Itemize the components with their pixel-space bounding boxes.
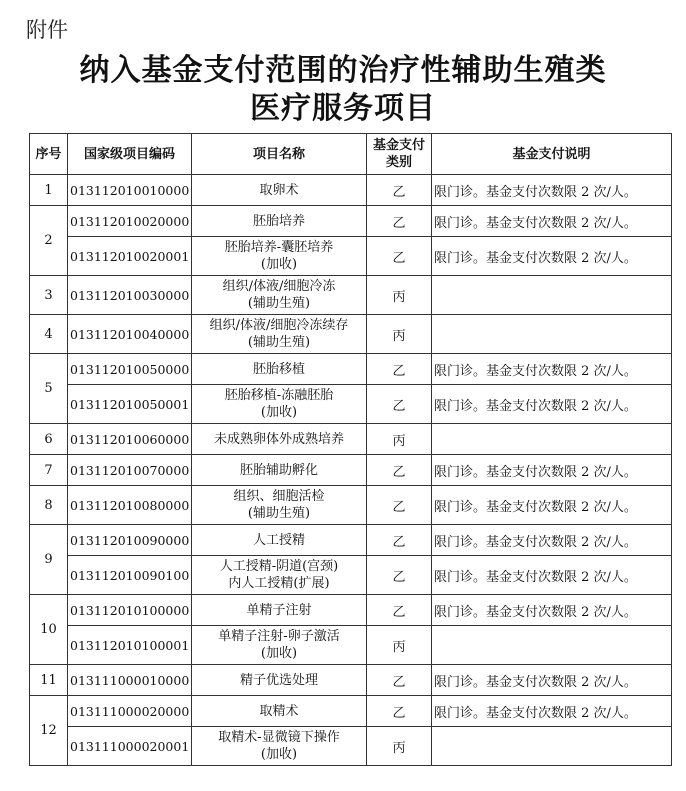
- header-category: 基金支付类别: [367, 134, 432, 175]
- cell-name: [192, 665, 367, 696]
- cell-seq: 3: [30, 276, 68, 315]
- cell-note: 限门诊。基金支付次数限 2 次/人。: [432, 556, 672, 595]
- table-row: [30, 276, 672, 315]
- cell-note: [432, 424, 672, 455]
- cell-note: 限门诊。基金支付次数限 2 次/人。: [432, 455, 672, 486]
- cell-seq: 11: [30, 665, 68, 696]
- table-row: [30, 486, 672, 525]
- table-row: [30, 354, 672, 385]
- cell-category: 丙: [367, 315, 432, 354]
- cell-name: [192, 385, 367, 424]
- cell-note: [432, 727, 672, 766]
- cell-seq: 12: [30, 696, 68, 766]
- cell-note: 限门诊。基金支付次数限 2 次/人。: [432, 665, 672, 696]
- cell-note: 限门诊。基金支付次数限 2 次/人。: [432, 525, 672, 556]
- service-items-table: [29, 133, 672, 766]
- cell-name: [192, 354, 367, 385]
- cell-seq: 5: [30, 354, 68, 424]
- table-row: [30, 455, 672, 486]
- cell-seq: 1: [30, 175, 68, 206]
- cell-note: 限门诊。基金支付次数限 2 次/人。: [432, 175, 672, 206]
- cell-code: 013112010070000: [68, 455, 192, 486]
- cell-name-line: (加收): [260, 646, 298, 661]
- table-row: [30, 175, 672, 206]
- cell-name-line: 人工授精-阴道(宫颈): [219, 559, 339, 574]
- cell-note: 限门诊。基金支付次数限 2 次/人。: [432, 486, 672, 525]
- cell-category: 乙: [367, 385, 432, 424]
- cell-seq: 6: [30, 424, 68, 455]
- cell-name-line: 胚胎培养-囊胚培养: [224, 240, 334, 255]
- cell-name-line: 精子优选处理: [239, 672, 318, 688]
- cell-code: 013112010060000: [68, 424, 192, 455]
- cell-code: 013112010090000: [68, 525, 192, 556]
- cell-category: 乙: [367, 455, 432, 486]
- cell-seq: 2: [30, 206, 68, 276]
- table-row: [30, 727, 672, 766]
- cell-note: [432, 626, 672, 665]
- cell-note: 限门诊。基金支付次数限 2 次/人。: [432, 206, 672, 237]
- cell-code: 013112010050000: [68, 354, 192, 385]
- cell-category: 乙: [367, 696, 432, 727]
- page-title-line2: 医疗服务项目: [250, 91, 436, 126]
- cell-name: [192, 525, 367, 556]
- cell-name-line: (辅助生殖): [247, 506, 311, 521]
- cell-category: 乙: [367, 175, 432, 206]
- cell-seq: 9: [30, 525, 68, 595]
- cell-name-line: (加收): [260, 405, 298, 420]
- table-row: [30, 556, 672, 595]
- table-row: [30, 595, 672, 626]
- cell-name-line: 胚胎移植-冻融胚胎: [224, 388, 334, 403]
- table-row: [30, 424, 672, 455]
- cell-seq: 10: [30, 595, 68, 665]
- cell-code: 013111000020001: [68, 727, 192, 766]
- cell-note: [432, 276, 672, 315]
- table-row: [30, 385, 672, 424]
- cell-category: 丙: [367, 424, 432, 455]
- cell-category: 丙: [367, 727, 432, 766]
- cell-name-line: (加收): [260, 747, 298, 762]
- cell-name-line: 单精子注射: [246, 602, 312, 618]
- cell-category: 乙: [367, 486, 432, 525]
- cell-category: 乙: [367, 665, 432, 696]
- cell-name: [192, 206, 367, 237]
- page-title-line1: 纳入基金支付范围的治疗性辅助生殖类: [79, 53, 607, 88]
- table-row: [30, 525, 672, 556]
- cell-name: [192, 556, 367, 595]
- attachment-label: 附件: [26, 18, 68, 42]
- cell-name-line: (加收): [260, 257, 298, 272]
- cell-note: [432, 315, 672, 354]
- cell-name: [192, 696, 367, 727]
- table-header-row: [30, 134, 672, 175]
- cell-code: 013112010020000: [68, 206, 192, 237]
- cell-name-line: 组织/体液/细胞冷冻: [222, 279, 336, 294]
- cell-code: 013112010100001: [68, 626, 192, 665]
- table-row: [30, 315, 672, 354]
- cell-category: 乙: [367, 595, 432, 626]
- cell-code: 013111000010000: [68, 665, 192, 696]
- cell-code: 013112010050001: [68, 385, 192, 424]
- cell-name-line: 单精子注射-卵子激活: [218, 629, 340, 644]
- table-row: [30, 206, 672, 237]
- cell-seq: 8: [30, 486, 68, 525]
- cell-name: [192, 626, 367, 665]
- cell-code: 013111000020000: [68, 696, 192, 727]
- cell-code: 013112010040000: [68, 315, 192, 354]
- cell-category: 丙: [367, 276, 432, 315]
- cell-name-line: 取卵术: [259, 182, 299, 198]
- cell-name: [192, 455, 367, 486]
- cell-seq: 7: [30, 455, 68, 486]
- cell-name: [192, 175, 367, 206]
- header-seq: 序号: [30, 134, 68, 175]
- table-row: [30, 626, 672, 665]
- table-row: [30, 696, 672, 727]
- cell-name-line: 胚胎辅助孵化: [239, 462, 318, 478]
- cell-name: [192, 486, 367, 525]
- cell-note: 限门诊。基金支付次数限 2 次/人。: [432, 237, 672, 276]
- cell-code: 013112010090100: [68, 556, 192, 595]
- cell-name: [192, 237, 367, 276]
- cell-name-line: (辅助生殖): [247, 296, 311, 311]
- cell-name-line: 胚胎培养: [252, 213, 305, 229]
- cell-name: [192, 595, 367, 626]
- cell-category: 乙: [367, 354, 432, 385]
- cell-name: [192, 424, 367, 455]
- header-code: 国家级项目编码: [68, 134, 192, 175]
- cell-note: 限门诊。基金支付次数限 2 次/人。: [432, 595, 672, 626]
- cell-category: 乙: [367, 556, 432, 595]
- cell-name-line: 取精术: [259, 703, 299, 719]
- cell-category: 乙: [367, 525, 432, 556]
- cell-note: 限门诊。基金支付次数限 2 次/人。: [432, 385, 672, 424]
- cell-code: 013112010030000: [68, 276, 192, 315]
- cell-name: [192, 276, 367, 315]
- header-note: 基金支付说明: [432, 134, 672, 175]
- cell-category: 乙: [367, 237, 432, 276]
- cell-name-line: 胚胎移植: [252, 361, 305, 377]
- cell-name-line: 人工授精: [252, 532, 305, 548]
- cell-category: 丙: [367, 626, 432, 665]
- cell-name-line: 组织、细胞活检: [233, 489, 325, 504]
- cell-name-line: 组织/体液/细胞冷冻续存: [209, 318, 349, 333]
- cell-code: 013112010080000: [68, 486, 192, 525]
- cell-category: 乙: [367, 206, 432, 237]
- header-name: 项目名称: [192, 134, 367, 175]
- cell-name: [192, 315, 367, 354]
- cell-note: 限门诊。基金支付次数限 2 次/人。: [432, 696, 672, 727]
- table-body: [30, 175, 672, 766]
- cell-code: 013112010010000: [68, 175, 192, 206]
- cell-note: 限门诊。基金支付次数限 2 次/人。: [432, 354, 672, 385]
- cell-name-line: 未成熟卵体外成熟培养: [213, 431, 344, 447]
- cell-name-line: (辅助生殖): [247, 335, 311, 350]
- cell-name-line: 取精术-显微镜下操作: [218, 730, 340, 745]
- table-row: [30, 237, 672, 276]
- cell-seq: 4: [30, 315, 68, 354]
- cell-code: 013112010020001: [68, 237, 192, 276]
- cell-name-line: 内人工授精(扩展): [228, 576, 330, 591]
- cell-code: 013112010100000: [68, 595, 192, 626]
- cell-name: [192, 727, 367, 766]
- table-row: [30, 665, 672, 696]
